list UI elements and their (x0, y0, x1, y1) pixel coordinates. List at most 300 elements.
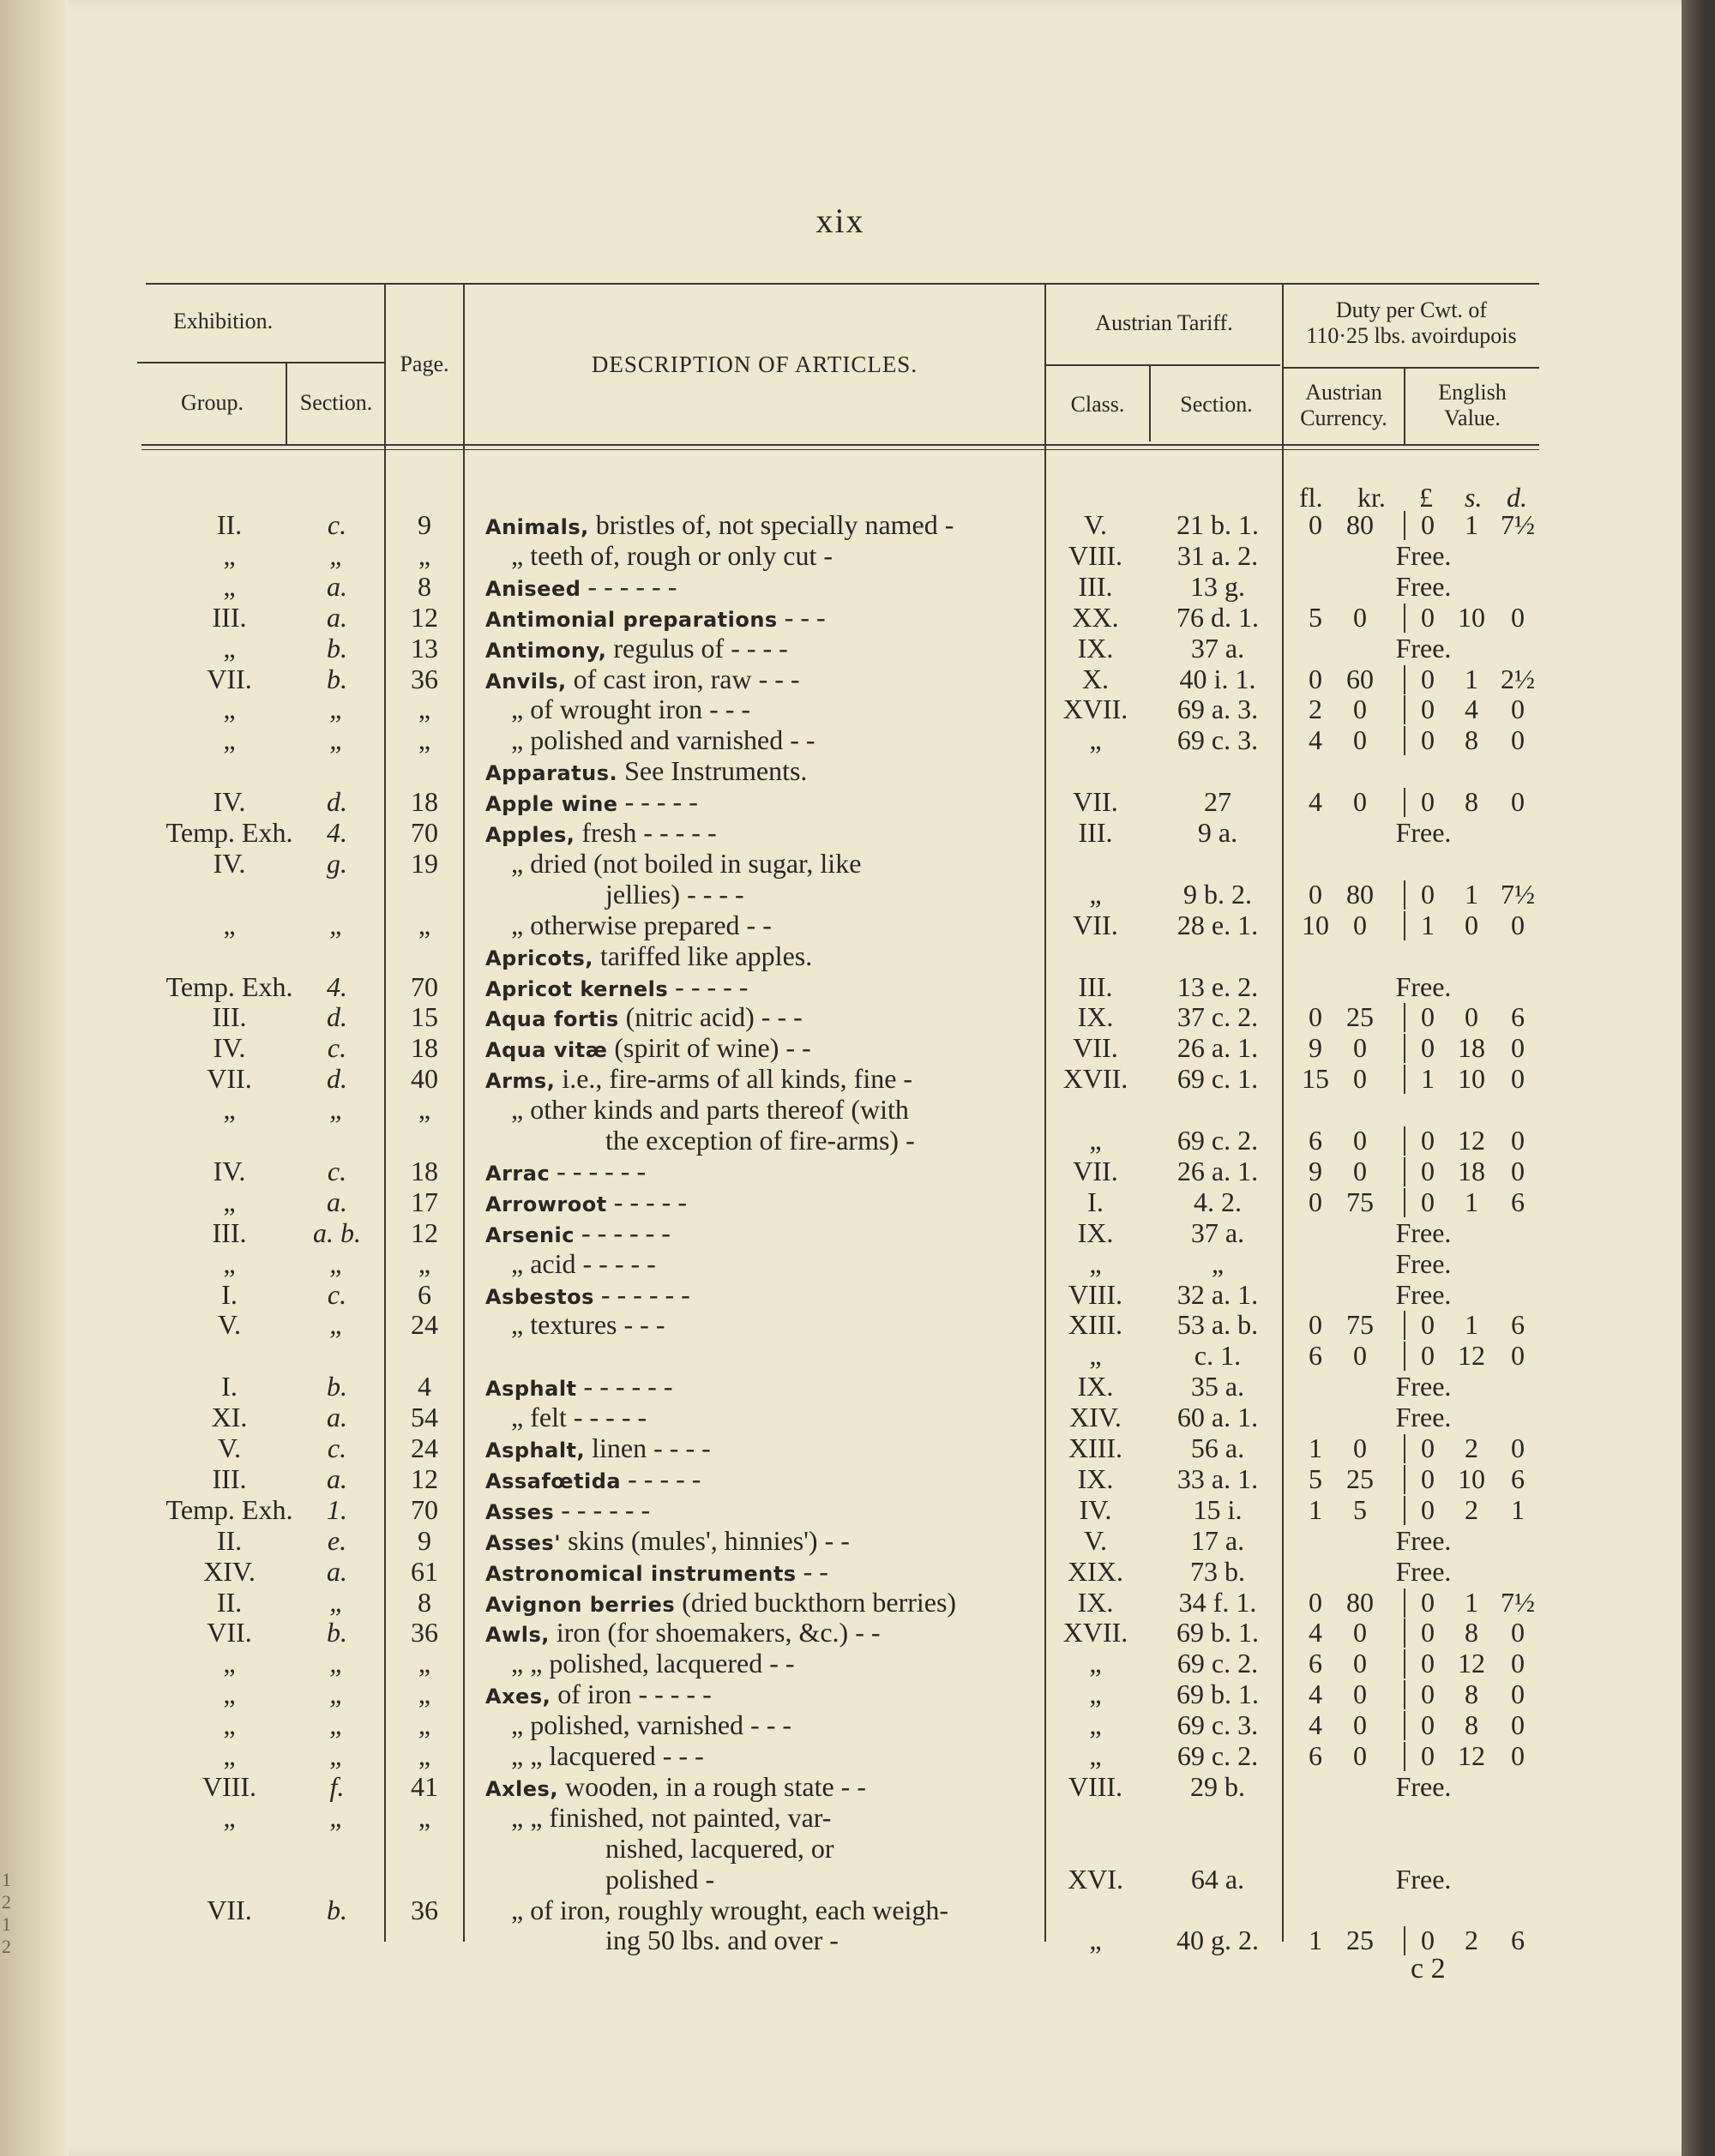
kreuzer-cell: 0 (1353, 601, 1367, 633)
description-cell (485, 1587, 1034, 1620)
page-cell: 9 (418, 1524, 431, 1556)
section-cell: „ (329, 1679, 345, 1710)
page-cell: „ (418, 539, 431, 571)
article-description: - - - - - - (593, 1278, 690, 1310)
kreuzer-cell: 0 (1353, 1740, 1367, 1771)
florin-cell: 1 (1309, 1925, 1322, 1956)
table-row (0, 1709, 1681, 1740)
shilling-cell: 0 (1465, 909, 1478, 940)
section-cell: a. (327, 1402, 347, 1433)
description-cell (485, 1679, 1034, 1712)
header-bottom-rule-2 (141, 449, 1539, 450)
table-row (0, 1556, 1681, 1587)
header-duty-line1: Duty per Cwt. of (1335, 297, 1488, 322)
article-subentry: „ textures - - - (511, 1309, 665, 1341)
article-subentry: „ polished, varnished - - - (511, 1709, 792, 1741)
table-row (0, 971, 1681, 1002)
description-cell (485, 1186, 1034, 1220)
kreuzer-cell: 25 (1346, 1462, 1374, 1494)
table-row (0, 1833, 1681, 1864)
tariff-section-cell: 15 i. (1193, 1493, 1243, 1525)
table-row (0, 664, 1681, 694)
currency-divider-mark (1404, 665, 1405, 694)
duty-rule (1282, 367, 1539, 369)
free-cell: Free. (1395, 1216, 1452, 1248)
tariff-section-cell: 69 c. 2. (1176, 1740, 1259, 1771)
shilling-cell: 4 (1465, 694, 1478, 725)
pence-cell: 2½ (1501, 663, 1535, 694)
pound-cell: 0 (1421, 1679, 1435, 1710)
tariff-section-cell: 27 (1204, 786, 1231, 818)
tariff-section-cell: 13 g. (1190, 570, 1245, 602)
shilling-cell: 8 (1465, 1617, 1478, 1649)
section-cell: a. b. (313, 1216, 361, 1248)
currency-divider-mark (1404, 1649, 1405, 1679)
article-continuation: ing 50 lbs. and over - (605, 1925, 839, 1956)
pound-cell: 0 (1421, 1648, 1435, 1679)
article-keyword: Asses (485, 1499, 555, 1524)
description-cell (485, 1771, 1034, 1805)
page-cell: 36 (411, 1617, 438, 1649)
header-english-value-2: Value. (1444, 405, 1501, 430)
class-cell: X. (1081, 663, 1110, 694)
article-continuation: nished, lacquered, or (605, 1832, 834, 1864)
class-cell: VIII. (1068, 1278, 1123, 1310)
class-cell: IV. (1079, 1493, 1112, 1525)
currency-divider-mark (1404, 726, 1405, 755)
page-cell: 24 (411, 1432, 438, 1463)
free-cell: Free. (1395, 1555, 1452, 1587)
pence-cell: 1 (1511, 1493, 1525, 1525)
section-cell: „ (329, 1247, 345, 1279)
unit-pence: d. (1507, 482, 1527, 513)
shilling-cell: 10 (1458, 1462, 1485, 1494)
section-cell: „ (329, 694, 345, 725)
kreuzer-cell: 80 (1346, 1586, 1374, 1618)
description-cell (485, 1463, 1034, 1497)
group-cell: V. (218, 1309, 241, 1341)
margin-marks: 1 2 1 2 (2, 1869, 11, 1957)
group-cell: Temp. Exh. (165, 970, 293, 1002)
table-row (0, 1463, 1681, 1494)
table-row (0, 848, 1681, 879)
article-keyword: Apparatus. (485, 761, 618, 786)
article-description: - - - - - - (554, 1493, 651, 1525)
class-cell: IX. (1077, 1001, 1114, 1033)
table-row (0, 1186, 1681, 1217)
header-exhibition: Exhibition. (172, 309, 274, 333)
tariff-section-cell: 28 e. 1. (1176, 909, 1259, 940)
pence-cell: 6 (1511, 1001, 1525, 1033)
table-row (0, 1740, 1681, 1771)
tariff-section-cell: 26 a. 1. (1176, 1155, 1259, 1186)
group-cell: II. (216, 1524, 243, 1556)
florin-cell: 6 (1309, 1740, 1322, 1771)
exhibition-rule (137, 362, 386, 363)
page-cell: 70 (411, 817, 438, 848)
currency-divider-mark (1404, 1926, 1405, 1955)
table-row (0, 724, 1681, 755)
tariff-section-cell: 37 a. (1190, 632, 1245, 664)
group-cell: III. (212, 1462, 247, 1494)
page-cell: „ (418, 1740, 431, 1771)
description-cell (485, 1617, 1034, 1650)
group-cell: VII. (207, 1063, 252, 1095)
description-cell (485, 755, 1034, 789)
tariff-section-cell: 17 a. (1190, 1524, 1245, 1556)
page-cell: 12 (411, 1216, 438, 1248)
page-cell: 18 (411, 1155, 438, 1186)
article-description: - - - - - (606, 1186, 687, 1217)
header-austrian-tariff: Austrian Tariff. (1095, 310, 1233, 335)
tariff-section-cell: 69 c. 3. (1176, 1709, 1259, 1741)
tariff-section-cell: 69 c. 1. (1176, 1063, 1259, 1095)
kreuzer-cell: 0 (1353, 1679, 1367, 1710)
article-description: of cast iron, raw - - - (566, 663, 800, 694)
group-cell: III. (212, 1216, 247, 1248)
shilling-cell: 10 (1458, 1063, 1485, 1095)
class-cell: „ (1089, 1340, 1102, 1372)
description-cell (485, 1432, 1034, 1466)
tariff-section-cell: 34 f. 1. (1178, 1586, 1257, 1618)
article-keyword: Awls, (485, 1623, 550, 1648)
article-keyword: Aqua fortis (485, 1007, 619, 1032)
section-cell: g. (327, 847, 347, 879)
article-description: wooden, in a rough state - - (557, 1770, 866, 1802)
table-row (0, 1432, 1681, 1463)
class-cell: „ (1089, 1740, 1102, 1771)
description-cell (485, 1709, 1034, 1740)
pence-cell: 0 (1511, 601, 1525, 633)
class-cell: XIV. (1069, 1402, 1122, 1433)
section-cell: a. (327, 1186, 347, 1217)
table-row (0, 1001, 1681, 1032)
table-row (0, 1402, 1681, 1432)
pound-cell: 1 (1421, 909, 1435, 940)
free-cell: Free. (1395, 1278, 1452, 1310)
table-row (0, 1679, 1681, 1709)
pound-cell: 0 (1421, 1032, 1435, 1064)
kreuzer-cell: 0 (1353, 1617, 1367, 1649)
group-cell: „ (223, 632, 236, 664)
section-cell: „ (329, 539, 345, 571)
pence-cell: 0 (1511, 1709, 1525, 1741)
table-row (0, 633, 1681, 664)
currency-divider-mark (1404, 511, 1405, 540)
florin-cell: 4 (1309, 724, 1322, 756)
pence-cell: 0 (1511, 1032, 1525, 1064)
section-cell: „ (329, 1709, 345, 1741)
description-cell (485, 1740, 1034, 1771)
table-row (0, 1648, 1681, 1679)
page-cell: „ (418, 724, 431, 756)
header-bottom-rule (141, 444, 1539, 446)
group-cell: „ (223, 1679, 236, 1710)
florin-cell: 1 (1309, 1493, 1322, 1525)
header-description: DESCRIPTION OF ARTICLES. (591, 351, 918, 377)
pence-cell: 0 (1511, 1679, 1525, 1710)
article-description: (nitric acid) - - - (618, 1001, 803, 1033)
group-cell: XI. (211, 1402, 248, 1433)
pound-cell: 0 (1421, 1617, 1435, 1649)
tariff-section-cell: 13 e. 2. (1176, 970, 1259, 1002)
pence-cell: 6 (1511, 1186, 1525, 1217)
description-cell (485, 1309, 1034, 1340)
florin-cell: 10 (1302, 909, 1329, 940)
class-cell: VIII. (1068, 1770, 1123, 1802)
tariff-section-cell: 9 a. (1197, 817, 1238, 848)
florin-cell: 4 (1309, 786, 1322, 818)
class-cell: III. (1078, 970, 1113, 1002)
shilling-cell: 18 (1458, 1155, 1485, 1186)
article-description: - - - - - - (575, 1216, 671, 1248)
tariff-section-cell: 31 a. 2. (1176, 539, 1259, 571)
table-row (0, 1063, 1681, 1094)
section-cell: b. (327, 1894, 347, 1925)
currency-divider-mark (1404, 1619, 1405, 1648)
class-cell: I. (1087, 1186, 1104, 1217)
group-cell: „ (223, 1186, 236, 1217)
group-cell: VII. (207, 663, 252, 694)
table-row (0, 1371, 1681, 1402)
table-row (0, 1771, 1681, 1802)
class-cell: XIX. (1068, 1555, 1123, 1587)
class-cell: IX. (1077, 1586, 1114, 1618)
section-cell: a. (327, 570, 347, 602)
class-cell: „ (1089, 1925, 1102, 1956)
florin-cell: 6 (1309, 1648, 1322, 1679)
header-group: Group. (181, 390, 244, 415)
description-cell (485, 1648, 1034, 1679)
group-cell: I. (221, 1371, 238, 1402)
table-row (0, 1248, 1681, 1279)
page-cell: 9 (418, 509, 431, 540)
page-cell: 12 (411, 601, 438, 633)
group-cell: III. (212, 1001, 247, 1033)
pound-cell: 0 (1421, 1586, 1435, 1618)
article-keyword: Anvils, (485, 669, 567, 694)
class-cell: VII. (1073, 1155, 1118, 1186)
kreuzer-cell: 80 (1346, 509, 1374, 540)
article-description: See Instruments. (617, 755, 808, 787)
table-top-rule (146, 283, 1539, 285)
group-cell: V. (218, 1432, 241, 1463)
group-cell: IV. (213, 847, 246, 879)
article-subentry: „ „ polished, lacquered - - (511, 1648, 795, 1679)
section-cell: b. (327, 1371, 347, 1402)
section-cell: 1. (327, 1493, 347, 1525)
article-keyword: Apples, (485, 823, 575, 847)
kreuzer-cell: 0 (1353, 786, 1367, 818)
currency-divider-mark (1404, 695, 1405, 724)
group-cell: VII. (207, 1894, 252, 1925)
pound-cell: 0 (1421, 1309, 1435, 1341)
tariff-section-cell: 4. 2. (1194, 1186, 1242, 1217)
tariff-section-cell: 29 b. (1190, 1770, 1245, 1802)
kreuzer-cell: 0 (1353, 1155, 1367, 1186)
pound-cell: 0 (1421, 878, 1435, 910)
pence-cell: 0 (1511, 1155, 1525, 1186)
article-subentry: „ other kinds and parts thereof (with (511, 1094, 909, 1126)
free-cell: Free. (1395, 1863, 1452, 1895)
class-cell: „ (1089, 1125, 1102, 1156)
article-keyword: Asbestos (485, 1284, 594, 1309)
tariff-section-cell: 69 b. 1. (1176, 1617, 1259, 1649)
pound-cell: 0 (1421, 1340, 1435, 1372)
table-row (0, 1125, 1681, 1156)
article-description: - - - - - (668, 970, 749, 1002)
section-cell: 4. (327, 817, 347, 848)
article-description: - - (796, 1555, 828, 1587)
article-description: skins (mules', hinnies') - - (561, 1524, 850, 1556)
kreuzer-cell: 0 (1353, 1432, 1367, 1463)
article-description: (spirit of wine) - - (607, 1032, 811, 1064)
florin-cell: 6 (1309, 1125, 1322, 1156)
tariff-section-cell: 40 i. 1. (1179, 663, 1256, 694)
table-row (0, 602, 1681, 633)
page-cell: 24 (411, 1309, 438, 1341)
group-section-divider (286, 363, 287, 445)
group-cell: „ (223, 909, 236, 940)
page-cell: „ (418, 1709, 431, 1741)
group-cell: „ (223, 1709, 236, 1741)
tariff-section-cell: 69 c. 2. (1176, 1125, 1259, 1156)
shilling-cell: 1 (1465, 878, 1478, 910)
shilling-cell: 1 (1465, 1309, 1478, 1341)
currency-divider-mark (1404, 880, 1405, 910)
class-cell: V. (1084, 509, 1107, 540)
class-cell: IX. (1077, 632, 1114, 664)
description-cell (485, 1248, 1034, 1279)
kreuzer-cell: 5 (1353, 1493, 1367, 1525)
table-row (0, 1587, 1681, 1618)
pence-cell: 0 (1511, 1432, 1525, 1463)
page-cell: 4 (418, 1371, 431, 1402)
shilling-cell: 12 (1458, 1740, 1485, 1771)
page-cell: „ (418, 1094, 431, 1126)
tariff-section-cell: 37 a. (1190, 1216, 1245, 1248)
description-cell (485, 1802, 1034, 1833)
kreuzer-cell: 0 (1353, 909, 1367, 940)
florin-cell: 0 (1309, 1309, 1322, 1341)
class-cell: „ (1089, 1709, 1102, 1741)
kreuzer-cell: 0 (1353, 694, 1367, 725)
article-description: fresh - - - - - (575, 817, 717, 848)
kreuzer-cell: 0 (1353, 1340, 1367, 1372)
section-cell: c. (327, 1278, 347, 1310)
tariff-section-cell: 37 c. 2. (1176, 1001, 1259, 1033)
section-cell: d. (327, 786, 347, 818)
article-keyword: Aqua vitæ (485, 1038, 608, 1063)
description-cell (485, 1525, 1034, 1558)
kreuzer-cell: 0 (1353, 1709, 1367, 1741)
class-cell: III. (1078, 570, 1113, 602)
tariff-section-cell: 76 d. 1. (1176, 601, 1259, 633)
article-keyword: Arms, (485, 1069, 556, 1094)
kreuzer-cell: 0 (1353, 1032, 1367, 1064)
description-cell (485, 724, 1034, 755)
section-cell: „ (329, 1586, 345, 1618)
description-cell (485, 1494, 1034, 1528)
article-subentry: „ polished and varnished - - (511, 724, 815, 756)
table-row (0, 910, 1681, 940)
pence-cell: 6 (1511, 1309, 1525, 1341)
pound-cell: 0 (1421, 601, 1435, 633)
tariff-section-cell: c. 1. (1194, 1340, 1242, 1372)
group-cell: „ (223, 1740, 236, 1771)
class-cell: VII. (1073, 1032, 1118, 1064)
description-cell (485, 1063, 1034, 1096)
description-cell (485, 1125, 1034, 1156)
page-cell: 36 (411, 1894, 438, 1925)
florin-cell: 5 (1309, 601, 1322, 633)
currency-divider-mark (1404, 911, 1405, 940)
kreuzer-cell: 25 (1346, 1925, 1374, 1956)
pound-cell: 0 (1421, 1740, 1435, 1771)
page-cell: 41 (411, 1770, 438, 1802)
article-keyword: Antimonial preparations (485, 607, 778, 632)
article-keyword: Apple wine (485, 792, 618, 817)
article-keyword: Asses' (485, 1530, 562, 1555)
description-cell (485, 571, 1034, 604)
table-row (0, 1802, 1681, 1833)
currency-divider-mark (1404, 604, 1405, 633)
pence-cell: 7½ (1501, 878, 1535, 910)
section-cell: b. (327, 632, 347, 664)
shilling-cell: 8 (1465, 786, 1478, 818)
article-keyword: Arrowroot (485, 1192, 607, 1216)
tariff-section-cell: 69 c. 2. (1176, 1648, 1259, 1679)
currency-divider-mark (1404, 788, 1405, 817)
pence-cell: 0 (1511, 1740, 1525, 1771)
group-cell: „ (223, 724, 236, 756)
page-cell: 15 (411, 1001, 438, 1033)
article-keyword: Asphalt (485, 1377, 577, 1402)
free-cell: Free. (1395, 1371, 1452, 1402)
shilling-cell: 1 (1465, 509, 1478, 540)
description-cell (485, 1156, 1034, 1189)
group-cell: „ (223, 1801, 236, 1833)
currency-divider-mark (1404, 1342, 1405, 1371)
header-page: Page. (400, 351, 449, 376)
section-cell: c. (327, 1155, 347, 1186)
table-row (0, 1032, 1681, 1063)
article-description: - - - - - - (576, 1371, 673, 1402)
article-description: regulus of - - - - (606, 632, 788, 664)
tariff-section-cell: 69 a. 3. (1176, 694, 1259, 725)
header-tariff-section: Section. (1180, 392, 1253, 417)
tariff-section-cell: 26 a. 1. (1176, 1032, 1259, 1064)
shilling-cell: 1 (1465, 1586, 1478, 1618)
tariff-section-cell: 33 a. 1. (1176, 1462, 1259, 1494)
class-cell: VIII. (1068, 539, 1123, 571)
article-description: linen - - - - (585, 1432, 711, 1463)
pence-cell: 6 (1511, 1462, 1525, 1494)
group-cell: „ (223, 1094, 236, 1126)
table-row (0, 879, 1681, 910)
pence-cell: 7½ (1501, 1586, 1535, 1618)
class-cell: XX. (1072, 601, 1119, 633)
section-cell: c. (327, 1032, 347, 1064)
article-keyword: Antimony, (485, 638, 607, 663)
page-cell: 18 (411, 786, 438, 818)
table-row (0, 817, 1681, 848)
pound-cell: 0 (1421, 694, 1435, 725)
florin-cell: 4 (1309, 1679, 1322, 1710)
florin-cell: 0 (1309, 878, 1322, 910)
free-cell: Free. (1395, 632, 1452, 664)
group-cell: „ (223, 694, 236, 725)
